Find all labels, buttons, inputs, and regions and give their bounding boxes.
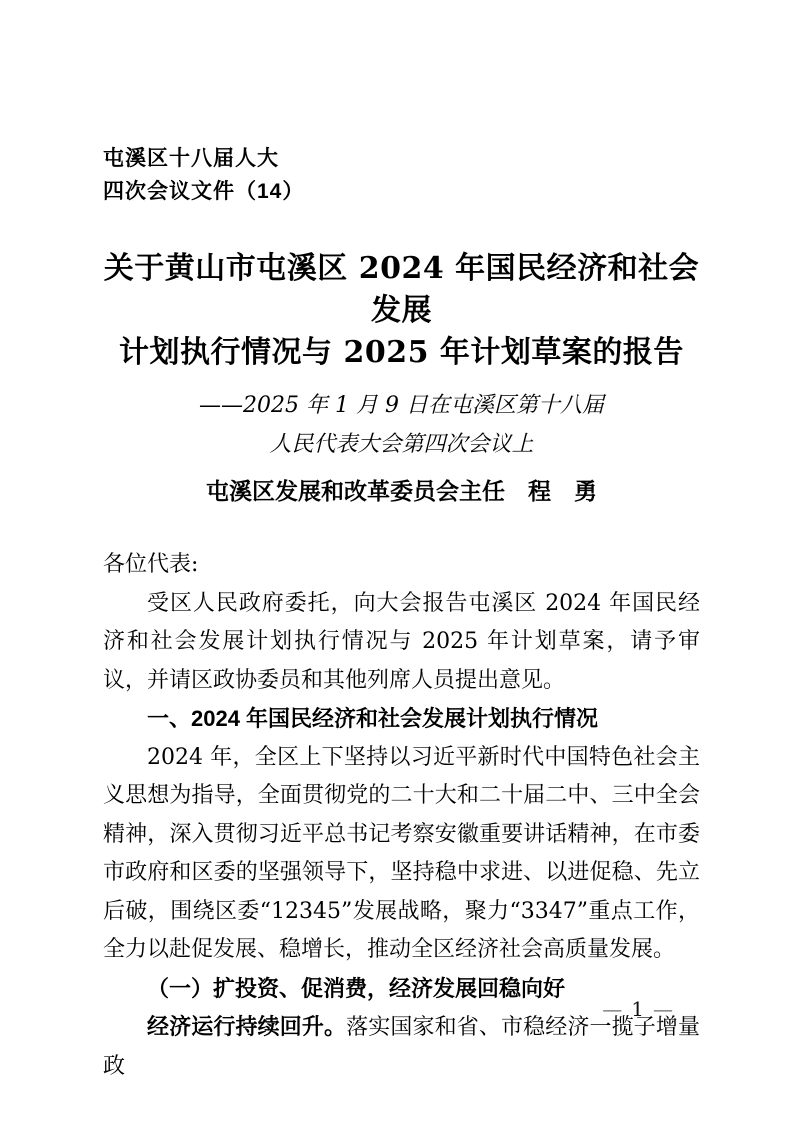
salutation: 各位代表:: [103, 552, 199, 577]
subsection-1-heading: （一）扩投资、促消费，经济发展回稳向好: [147, 975, 566, 1002]
subtitle-line-1: ——2025 年 1 月 9 日在屯溪区第十八届: [199, 393, 604, 418]
document-title: [103, 248, 700, 374]
header-line-2: 四次会议文件（14）: [103, 180, 305, 203]
subtitle-line-2: 人民代表大会第四次会议上: [269, 432, 534, 457]
intro-paragraph: 受区人民政府委托，向大会报告屯溪区 2024 年国民经济和社会发展计划执行情况与 2025 年计划草案，请予审议，并请区政协委员和其他列席人员提出意见。: [103, 590, 700, 693]
page-number-value: 1: [631, 997, 644, 1021]
section-1-paragraph: 2024 年，全区上下坚持以习近平新时代中国特色社会主义思想为指导，全面贯彻党的二十大和二十届二中、三中全会精神，深入贯彻习近平总书记考察安徽重要讲话精神，在市委市政府和区委的坚强领导下，坚持稳中求进、以进促稳、先立后破，围绕区委“12345”发展战略，聚力“3347”重点工作，全力以赴促发展、稳增长，推动全区经济社会高质量发展。: [103, 744, 700, 962]
header-line-1: 屯溪区十八届人大: [103, 147, 279, 170]
document-header: [103, 142, 700, 208]
subsection-1-lead: 经济运行持续回升。: [147, 1014, 347, 1040]
section-1-heading: 一、2024 年国民经济和社会发展计划执行情况: [147, 706, 599, 731]
title-line-1: 关于黄山市屯溪区 2024 年国民经济和社会发展: [103, 251, 700, 328]
page-number-right-dash: —: [653, 997, 673, 1021]
document-subtitle: [103, 386, 700, 464]
title-line-2: 计划执行情况与 2025 年计划草案的报告: [119, 335, 684, 370]
page-number-left-dash: —: [602, 997, 623, 1021]
page-number: [593, 996, 682, 1022]
presenter-line: 屯溪区发展和改革委员会主任 程 勇: [206, 478, 597, 504]
subsection-1-rest: 落实国家和省、市稳经济一揽子增量政: [103, 1015, 700, 1079]
